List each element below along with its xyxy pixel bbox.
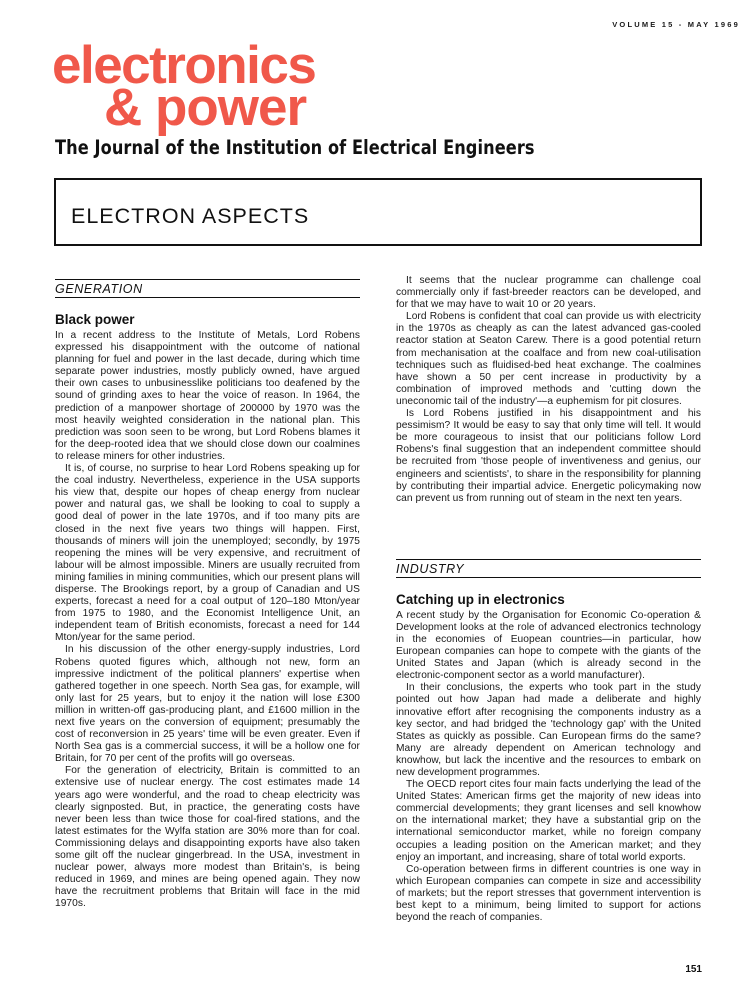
article-paragraph: It is, of course, no surprise to hear Lord Robens speaking up for the coal industry. Nevertheless, experience in the USA supports his view that, despite our hopes of cheap energy from nuclear power and natural gas, we shall be looking to coal to supply a good deal of power in the late 1970s, and if too many pits are closed in the next five years two things will happen. First, thousands of miners will join the unemployed; secondly, by 1975 reopening the mines will be very expensive, and recruitment of labour will be almost impossible. Miners are usually recruited from mining families in mining communities, which our present plans will disperse. The Brookings report, by a group of Canadian and US experts, forecast a need for a coal output of 120–180 Mton/year from 1975 to 1980, and the Economist Intelligence Unit, an independent team of British economists, forecast a need for 144 Mton/year for the same period. — [55, 463, 360, 644]
banner-box — [54, 178, 702, 246]
article-paragraph: Co-operation between firms in different countries is one way in which European companies can compete in size and accessibility of markets; but the report stresses that government intervention is best kept to a minimum, being limited to support for actions beyond the reach of companies. — [396, 863, 701, 924]
article-paragraph: Is Lord Robens justified in his disappointment and his pessimism? It would be easy to say that only time will tell. It would be more courageous to insist that our politicians follow Lord Robens's final suggestion that an independent committee should be recruited from 'those people of inventiveness and genius, our engineers and scientists', to share in the responsibility for planning by contributing their impartial advice. Energetic policymaking now can prevent us from running out of steam in the next ten years. — [396, 408, 701, 504]
article-headline: Black power — [55, 312, 135, 327]
logo-line-electronics: electronics — [52, 36, 316, 95]
journal-subtitle: The Journal of the Institution of Electrical Engineers — [55, 136, 535, 159]
article-paragraph: In a recent address to the Institute of Metals, Lord Robens expressed his disappointment with the outcome of national planning for fuel and power in the last decade, during which time separate power industries, mostly publicly owned, have argued their own cases to unbusinesslike politicians too deafened by the sound of grinding axes to hear the voice of reason. In 1964, the prediction of a manpower shortage of 200000 by 1970 was the most heavily weighted consideration in the national plan. This prediction was soon seen to be wrong, but Lord Robens blames it for the deep-rooted idea that we should close down our coalmines to release miners for other industries. — [55, 330, 360, 462]
article-paragraph: The OECD report cites four main facts underlying the lead of the United States: American firms get the majority of new ideas into commercial developments; they grant licenses and sell knowhow on the international market; they have a substantial grip on the international semiconductor market, while no foreign company occupies a leading position on the American market; and they enjoy an important, and increasing, share of total world exports. — [396, 779, 701, 863]
article-paragraph: In his discussion of the other energy-supply industries, Lord Robens quoted figures which, although not new, form an impressive indictment of the political planners' expertise when gathered together in one speech. North Sea gas, for example, will only last for 25 years, but to enjoy it the nation will lose £300 million in written-off gas-producing plant, and £1600 million in the next five years on the conversion of equipment; presumably the cost of reconversion in 25 years' time will be even greater. Even if North Sea gas is a commercial success, it will be a hollow one for Britain, for 70 per cent of the profits will go overseas. — [55, 644, 360, 765]
article-headline: Catching up in electronics — [396, 591, 565, 607]
page-number: 151 — [685, 964, 702, 975]
right-column — [396, 275, 701, 924]
journal-logo — [52, 36, 316, 137]
section-label: INDUSTRY — [396, 561, 465, 576]
article-paragraph: For the generation of electricity, Britain is committed to an extensive use of nuclear energy. The cost estimates made 14 years ago were wonderful, and the road to cheap electricity was clearly signposted. But, in practice, the generating costs have never been less than twice those for coal-fired stations, and the latest estimates for the Wylfa station are 30% more than for coal. Commissioning delays and disappointing exports have also taken some gilt off the nuclear gingerbread. In the USA, investment in nuclear power, always more modest than Britain's, is being reduced in 1969, and mines are being opened again. They now have the recruitment problems that Britain will face in the mid 1970s. — [55, 765, 360, 910]
section-label: GENERATION — [55, 282, 143, 296]
left-column — [55, 279, 360, 911]
article-paragraph: It seems that the nuclear programme can challenge coal commercially only if fast-breeder reactors can be developed, and for that we may have to wait 10 or 20 years. — [396, 275, 701, 311]
logo-line-power: & power — [104, 78, 307, 137]
article-paragraph: In their conclusions, the experts who took part in the study pointed out how Japan had made a deliberate and highly innovative effort after recognising the components industry as a key sector, and had bridged the 'technology gap' with the United States as quickly as possible. Can European firms do the same? Many are already dependent on American technology and knowhow, but lack the incentive and the resources to embark on new development programmes. — [396, 682, 701, 778]
section-header-industry — [396, 559, 701, 578]
banner-title: ELECTRON ASPECTS — [71, 204, 310, 228]
column-gap — [396, 505, 701, 559]
article-paragraph: Lord Robens is confident that coal can provide us with electricity in the 1970s as cheaply as can the latest advanced gas-cooled reactor station at Seaton Carew. There is a good potential return from mechanisation at the coalface and from new coal-utilisation techniques such as fluidised-bed heat exchange. The coalmines have shown a 50 per cent increase in productivity by a combination of improved methods and 'cutting down the uneconomic tail of the industry'—a euphemism for pit closures. — [396, 311, 701, 407]
article-paragraph: A recent study by the Organisation for Economic Co-operation & Development looks at the role of advanced electronics technology in the economies of Euopean countries—in particular, how European companies can hope to compete with the giants of the United States and Japan (which is already second in the electronic-component sector as a world manufacturer). — [396, 609, 701, 682]
volume-date-line: VOLUME 15 - MAY 1969 — [612, 20, 740, 29]
section-header-generation — [55, 279, 360, 298]
